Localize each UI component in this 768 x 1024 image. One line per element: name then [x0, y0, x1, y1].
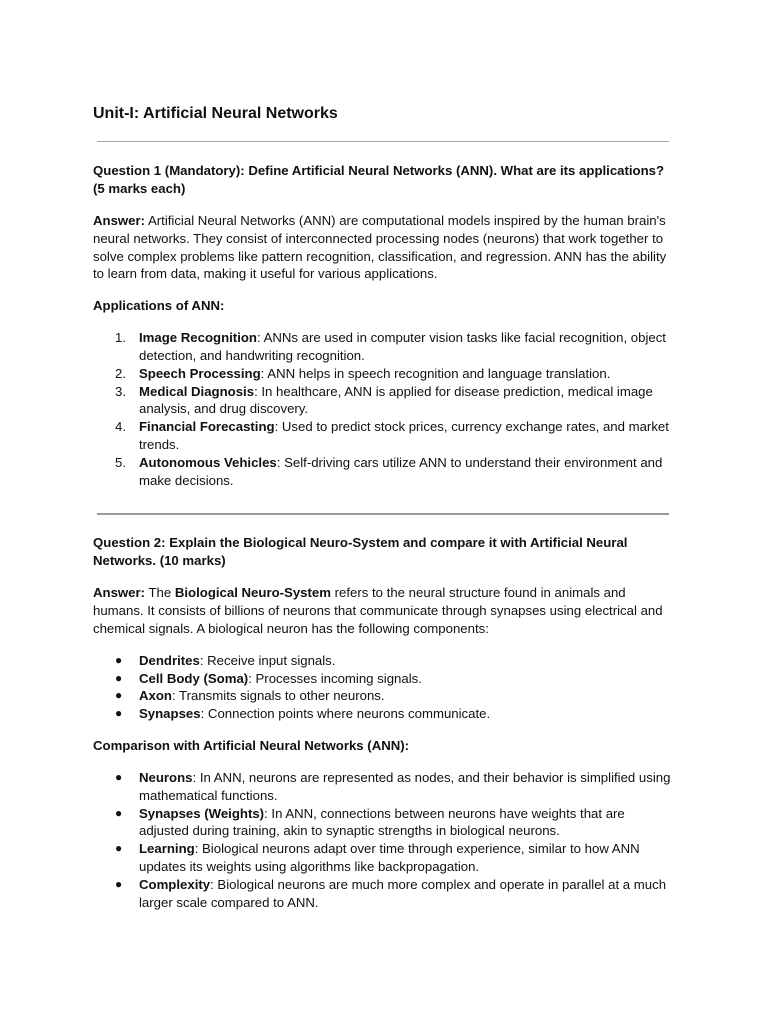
bullet-icon: ●: [115, 805, 123, 820]
list-number: 4.: [115, 419, 126, 435]
item-term: Cell Body (Soma): [139, 670, 249, 686]
answer-text: Artificial Neural Networks (ANN) are computational models inspired by the human brain's neural networks. They consist of interconnected processing nodes (neurons) that work together to solve complex problems like pattern recognition, classification, and regression. ANN has the ability to learn from data, making it useful for various applications.: [93, 213, 667, 282]
item-term: Dendrites: [139, 652, 200, 668]
list-number: 5.: [115, 454, 126, 470]
question-1-answer: [93, 212, 678, 283]
bullet-icon: ●: [115, 876, 123, 891]
answer-label: Answer:: [93, 585, 146, 601]
item-desc: : Processes incoming signals.: [248, 670, 422, 686]
item-term: Speech Processing: [139, 365, 261, 381]
bullet-icon: ●: [115, 670, 123, 685]
list-item: [93, 365, 678, 383]
item-desc: : ANN helps in speech recognition and language translation.: [260, 365, 611, 381]
item-desc: : Connection points where neurons communicate.: [200, 706, 491, 722]
item-desc: : In ANN, neurons are represented as nodes, and their behavior is simplified using mathematical functions.: [139, 769, 671, 803]
list-number: 3.: [115, 383, 126, 399]
applications-list: [93, 329, 678, 489]
answer-label: Answer:: [93, 213, 146, 228]
answer-term: Biological Neuro-System: [174, 585, 331, 601]
item-term: Synapses (Weights): [139, 805, 265, 821]
comparison-heading: Comparison with Artificial Neural Networks (ANN):: [93, 737, 410, 753]
list-item: [93, 840, 678, 876]
divider: [97, 513, 669, 515]
list-item: [93, 383, 678, 419]
item-desc: : In ANN, connections between neurons have weights that are adjusted during training, akin to synaptic strengths in biological neurons.: [139, 805, 625, 839]
item-term: Autonomous Vehicles: [139, 454, 277, 470]
list-item: [93, 876, 678, 912]
document-content: [93, 103, 678, 911]
item-term: Neurons: [139, 769, 193, 785]
item-desc: : Self-driving cars utilize ANN to understand their environment and make decisions.: [139, 454, 663, 488]
bullet-icon: ●: [115, 706, 123, 721]
answer-text: The: [145, 585, 175, 601]
list-item: [93, 329, 678, 365]
item-term: Image Recognition: [139, 330, 257, 346]
item-desc: : Biological neurons are much more complex and operate in parallel at a much larger scale compared to ANN.: [139, 876, 667, 910]
list-item: [93, 805, 678, 841]
list-item: [93, 652, 678, 670]
list-item: [93, 705, 678, 723]
applications-heading: Applications of ANN:: [93, 298, 225, 314]
question-2-heading: Question 2: Explain the Biological Neuro-System and compare it with Artificial Neural Networks. (10 marks): [93, 535, 628, 569]
item-term: Financial Forecasting: [139, 419, 275, 435]
answer-text: refers to the neural structure found in animals and humans. It consists of billions of neurons that communicate through synapses using electrical and chemical signals. A biological neuron has the following components:: [93, 585, 663, 636]
item-term: Synapses: [139, 706, 201, 722]
item-term: Medical Diagnosis: [139, 383, 255, 399]
item-desc: : Transmits signals to other neurons.: [171, 688, 385, 704]
question-1-heading: Question 1 (Mandatory): Define Artificial Neural Networks (ANN). What are its applications? (5 marks each): [93, 163, 665, 196]
item-desc: : Biological neurons adapt over time through experience, similar to how ANN updates its weights using algorithms like backpropagation.: [139, 841, 640, 874]
item-term: Complexity: [139, 876, 211, 892]
list-number: 1.: [115, 330, 126, 346]
list-item: [93, 454, 678, 490]
item-desc: : Used to predict stock prices, currency exchange rates, and market trends.: [139, 419, 669, 452]
components-list: [93, 652, 678, 723]
item-term: Axon: [139, 688, 172, 704]
item-desc: : In healthcare, ANN is applied for disease prediction, medical image analysis, and drug discovery.: [139, 383, 653, 417]
bullet-icon: ●: [115, 769, 123, 784]
page-title: Unit-I: Artificial Neural Networks: [93, 105, 338, 122]
item-term: Learning: [139, 841, 195, 857]
list-item: [93, 670, 678, 688]
question-2-answer: [93, 584, 678, 637]
item-desc: : ANNs are used in computer vision tasks like facial recognition, object detection, and handwriting recognition.: [139, 330, 666, 363]
bullet-icon: ●: [115, 652, 123, 667]
divider: [97, 141, 669, 142]
list-number: 2.: [115, 365, 126, 381]
list-item: [93, 418, 678, 454]
list-item: [93, 769, 678, 805]
bullet-icon: ●: [115, 841, 123, 856]
list-item: [93, 687, 678, 705]
bullet-icon: ●: [115, 688, 123, 703]
item-desc: : Receive input signals.: [199, 652, 336, 668]
comparison-list: [93, 769, 678, 911]
